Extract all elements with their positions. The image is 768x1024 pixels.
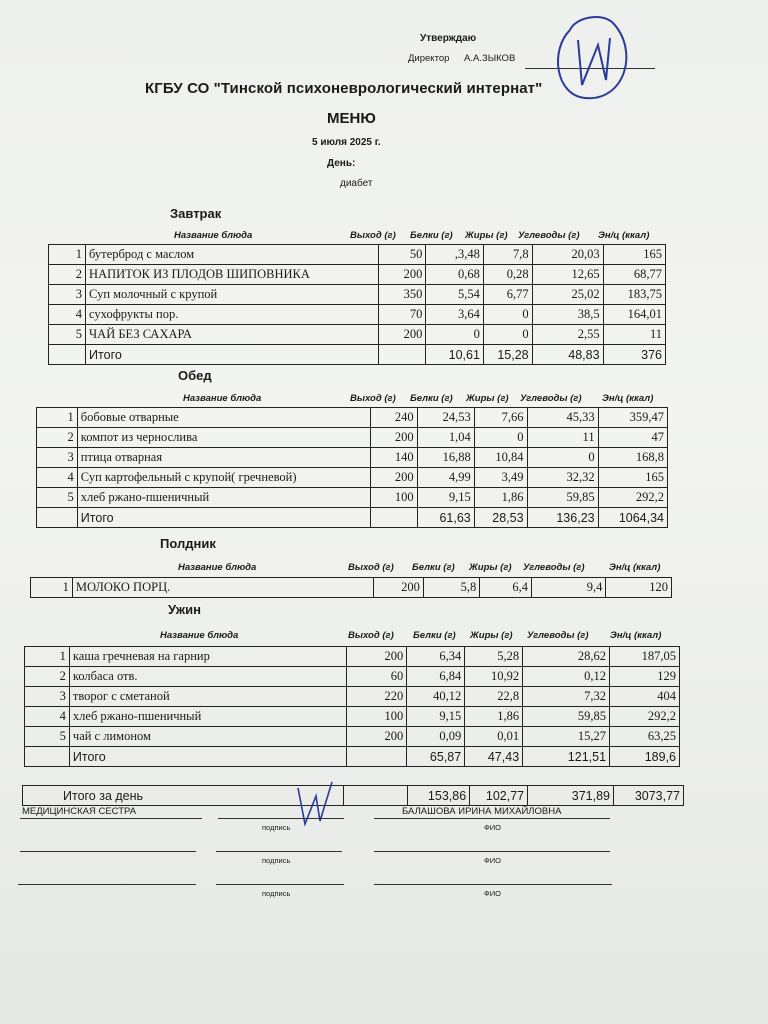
- snack-table: [30, 577, 672, 598]
- signature-caption: подпись: [262, 823, 291, 832]
- signature-caption: подпись: [262, 889, 291, 898]
- col-header-protein: Белки (г): [410, 393, 453, 404]
- table-row: 2 колбаса отв. 60 6,84 10,92 0,12 129: [25, 667, 680, 687]
- table-row: 2 НАПИТОК ИЗ ПЛОДОВ ШИПОВНИКА 200 0,68 0,28 12,65 68,77: [49, 265, 666, 285]
- col-header-name: Название блюда: [174, 230, 253, 241]
- signature-rule: [20, 818, 202, 819]
- col-header-yield: Выход (г): [348, 630, 394, 641]
- dish-name: бутерброд с маслом: [86, 245, 379, 265]
- dish-name: колбаса отв.: [69, 667, 346, 687]
- signature-rule: [18, 884, 196, 885]
- col-header-carbs: Углеводы (г): [518, 230, 580, 241]
- table-row: 4 хлеб ржано-пшеничный 100 9,15 1,86 59,85 292,2: [25, 707, 680, 727]
- col-header-carbs: Углеводы (г): [523, 562, 585, 573]
- col-header-carbs: Углеводы (г): [520, 393, 582, 404]
- dish-name: хлеб ржано-пшеничный: [77, 488, 370, 508]
- col-header-protein: Белки (г): [412, 562, 455, 573]
- total-label: Итого: [69, 747, 346, 767]
- fio-caption: ФИО: [484, 856, 501, 865]
- dish-name: Суп картофельный с крупой( гречневой): [77, 468, 370, 488]
- total-row: Итого 61,63 28,53 136,23 1064,34: [37, 508, 668, 528]
- total-label: Итого: [86, 345, 379, 365]
- dish-name: НАПИТОК ИЗ ПЛОДОВ ШИПОВНИКА: [86, 265, 379, 285]
- col-header-yield: Выход (г): [350, 230, 396, 241]
- section-title-breakfast: Завтрак: [170, 206, 222, 221]
- signature-rule: [20, 851, 196, 852]
- signature-rule: [216, 884, 344, 885]
- approval-title: Утверждаю: [420, 33, 477, 44]
- col-header-fat: Жиры (г): [465, 230, 508, 241]
- dish-name: каша гречневая на гарнир: [69, 647, 346, 667]
- table-row: 3 птица отварная 140 16,88 10,84 0 168,8: [37, 448, 668, 468]
- col-header-carbs: Углеводы (г): [527, 630, 589, 641]
- col-header-yield: Выход (г): [348, 562, 394, 573]
- menu-date: 5 июля 2025 г.: [312, 137, 381, 148]
- signature-rule: [374, 818, 610, 819]
- dish-name: Суп молочный с крупой: [86, 285, 379, 305]
- dish-name: ЧАЙ БЕЗ САХАРА: [86, 325, 379, 345]
- day-total-row: Итого за день 153,86 102,77 371,89 3073,77: [23, 786, 684, 806]
- nurse-signature: [290, 776, 340, 831]
- signature-caption: подпись: [262, 856, 291, 865]
- menu-title: МЕНЮ: [327, 110, 376, 127]
- table-row: 5 ЧАЙ БЕЗ САХАРА 200 0 0 2,55 11: [49, 325, 666, 345]
- col-header-energy: Эн/ц (ккал): [609, 562, 661, 573]
- signature-rule: [374, 851, 610, 852]
- col-header-energy: Эн/ц (ккал): [602, 393, 654, 404]
- col-header-name: Название блюда: [183, 393, 262, 404]
- signature-rule: [374, 884, 612, 885]
- col-header-yield: Выход (г): [350, 393, 396, 404]
- diet-label: диабет: [340, 178, 373, 189]
- total-row: Итого 10,61 15,28 48,83 376: [49, 345, 666, 365]
- col-header-protein: Белки (г): [410, 230, 453, 241]
- table-row: 1 бутерброд с маслом 50 ,3,48 7,8 20,03 165: [49, 245, 666, 265]
- signature-rule: [216, 851, 342, 852]
- col-header-name: Название блюда: [160, 630, 239, 641]
- section-title-lunch: Обед: [178, 368, 212, 383]
- dish-name: чай с лимоном: [69, 727, 346, 747]
- col-header-fat: Жиры (г): [470, 630, 513, 641]
- col-header-energy: Эн/ц (ккал): [610, 630, 662, 641]
- day-total-table: [22, 785, 684, 806]
- section-title-dinner: Ужин: [168, 602, 201, 617]
- table-row: 5 чай с лимоном 200 0,09 0,01 15,27 63,25: [25, 727, 680, 747]
- approval-name: А.А.ЗЫКОВ: [464, 53, 516, 64]
- approval-line: [408, 53, 515, 64]
- section-title-snack: Полдник: [160, 536, 216, 551]
- table-row: 2 компот из чернослива 200 1,04 0 11 47: [37, 428, 668, 448]
- col-header-protein: Белки (г): [413, 630, 456, 641]
- day-label: День:: [327, 158, 356, 169]
- dish-name: МОЛОКО ПОРЦ.: [72, 578, 373, 598]
- table-row: 5 хлеб ржано-пшеничный 100 9,15 1,86 59,85 292,2: [37, 488, 668, 508]
- signature-person: БАЛАШОВА ИРИНА МИХАЙЛОВНА: [402, 806, 562, 817]
- table-row: 4 сухофрукты пор. 70 3,64 0 38,5 164,01: [49, 305, 666, 325]
- total-label: Итого: [77, 508, 370, 528]
- dish-name: компот из чернослива: [77, 428, 370, 448]
- fio-caption: ФИО: [484, 889, 501, 898]
- dinner-table: [24, 646, 680, 767]
- director-signature: [540, 10, 650, 110]
- fio-caption: ФИО: [484, 823, 501, 832]
- total-row: Итого 65,87 47,43 121,51 189,6: [25, 747, 680, 767]
- table-row: 1 каша гречневая на гарнир 200 6,34 5,28 28,62 187,05: [25, 647, 680, 667]
- signature-rule: [218, 818, 344, 819]
- table-row: 1 бобовые отварные 240 24,53 7,66 45,33 359,47: [37, 408, 668, 428]
- col-header-energy: Эн/ц (ккал): [598, 230, 650, 241]
- organization-title: КГБУ СО "Тинской психоневрологический интернат": [145, 80, 543, 97]
- breakfast-table: [48, 244, 666, 365]
- dish-name: бобовые отварные: [77, 408, 370, 428]
- table-row: 3 творог с сметаной 220 40,12 22,8 7,32 404: [25, 687, 680, 707]
- approval-position: Директор: [408, 53, 450, 64]
- lunch-table: [36, 407, 668, 528]
- col-header-name: Название блюда: [178, 562, 257, 573]
- dish-name: хлеб ржано-пшеничный: [69, 707, 346, 727]
- table-row: 4 Суп картофельный с крупой( гречневой) 200 4,99 3,49 32,32 165: [37, 468, 668, 488]
- dish-name: творог с сметаной: [69, 687, 346, 707]
- signature-role: МЕДИЦИНСКАЯ СЕСТРА: [22, 806, 137, 817]
- table-row: 1 МОЛОКО ПОРЦ. 200 5,8 6,4 9,4 120: [31, 578, 672, 598]
- table-row: 3 Суп молочный с крупой 350 5,54 6,77 25,02 183,75: [49, 285, 666, 305]
- col-header-fat: Жиры (г): [469, 562, 512, 573]
- col-header-fat: Жиры (г): [466, 393, 509, 404]
- day-total-label: Итого за день: [23, 786, 344, 806]
- dish-name: сухофрукты пор.: [86, 305, 379, 325]
- dish-name: птица отварная: [77, 448, 370, 468]
